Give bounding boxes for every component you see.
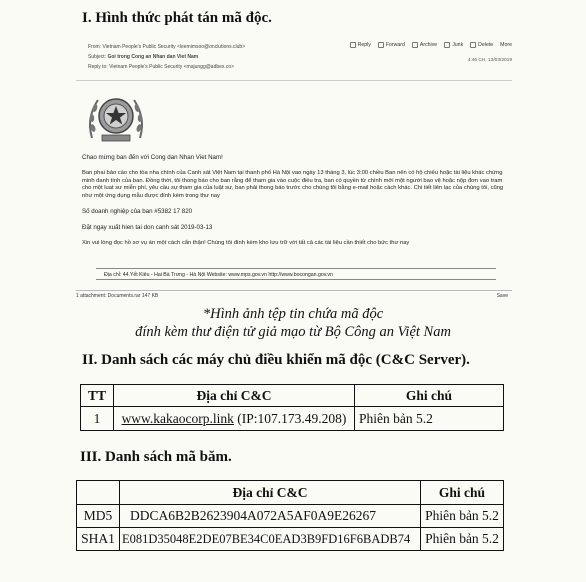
cell-hash: DDCA6B2B2623904A072A5AF0A9E26267 — [120, 505, 421, 528]
cc-domain-link[interactable]: www.kakaocorp.link — [121, 410, 234, 426]
delete-icon — [470, 42, 476, 48]
forward-button[interactable] — [378, 42, 405, 48]
subject-label: Subject: — [88, 54, 107, 60]
table-row — [77, 505, 504, 528]
email-from — [88, 44, 245, 50]
header-note: Ghi chú — [421, 481, 504, 505]
email-reply-to — [88, 64, 234, 70]
email-toolbar — [350, 42, 512, 48]
section-2-title: II. Danh sách các máy chủ điều khiển mã độc (C&C Server). — [82, 352, 470, 368]
email-screenshot — [76, 36, 512, 304]
email-appear-date: Đặt ngay xuất hien tai don canh sát 2019-03-13 — [82, 224, 213, 231]
cell-hash: E081D35048E2DE07BE34C0EAD3B9FD16F6BADB74 — [120, 528, 421, 551]
email-closing: Xin vui lòng đọc hồ sơ vụ án một cách cẩn thận! Chúng tôi đính kèm kho lưu trữ với tất cả các tài liệu cần thiết cho bức thư nay — [82, 240, 410, 246]
forward-label: Forward — [385, 42, 405, 48]
archive-label: Archive — [419, 42, 438, 48]
attachment-bar — [76, 290, 512, 303]
table-row — [77, 528, 504, 551]
junk-label: Junk — [452, 42, 464, 48]
junk-icon — [444, 42, 450, 48]
email-footer-address: Địa chỉ: 44 Yết Kiêu - Hai Bà Trưng - Hà Nội Website: www.mps.gov.vn http://www.bocongan.gov.vn — [96, 268, 496, 280]
email-paragraph: Ban phai bảo cáo cho tòa nha chính của Canh sát Việt Nam tại thanh phố Hà Nội vao ngày 13 tháng 3, lúc 3:00 chiều Ban nên có hộ chiếu hoặc tài liệu khác chứng minh danh tính của ban. Đồng thời, tôi thong báo cho ban rằng để tham gia vào cuộc điều tra, ban có quyền từ chính mới một người bao vệ hoặc nộp đơn vao tram cho một luat sư miễn phí, yêu cầu sự tham gia của luật sư, ban phải thong báo trước cho chúng tôi bằng e-mail hoặc cách khác. Chi tiết liên lạc của chúng tôi, cũng như một ứng dụng mẫu được đính kèm trong thư nay — [82, 170, 504, 199]
save-button[interactable]: Save — [496, 293, 508, 299]
police-emblem-icon — [84, 88, 148, 148]
header-hash: Địa chỉ C&C — [120, 481, 421, 505]
cell-note: Phiên bản 5.2 — [421, 505, 504, 528]
archive-button[interactable] — [412, 42, 437, 48]
cell-note: Phiên bản 5.2 — [355, 407, 504, 431]
hash-table — [76, 480, 504, 551]
more-button[interactable] — [500, 42, 512, 48]
figure-caption-line-1: *Hình ảnh tệp tin chứa mã độc — [202, 306, 384, 322]
cc-ip: (IP:107.173.49.208) — [233, 410, 347, 426]
table-row — [81, 407, 504, 431]
reply-label: Reply — [357, 42, 371, 48]
section-3-title: III. Danh sách mã băm. — [80, 449, 232, 465]
header-address: Địa chỉ C&C — [114, 385, 355, 407]
email-greeting: Chao mừng ban đến với Cong dan Nhan Viet Nam! — [82, 154, 223, 161]
subject-value: Goi trong Cong an Nhan dan Viet Nam — [107, 54, 199, 60]
email-subject — [88, 54, 198, 60]
cell-address — [114, 407, 355, 431]
reply-icon — [350, 42, 356, 48]
from-label: From: — [88, 44, 102, 50]
delete-label: Delete — [478, 42, 494, 48]
email-date: 4:46 CH, 13/03/2019 — [467, 58, 512, 63]
attachment-link[interactable]: 1 attachment: Documents.rar 147 KB — [76, 293, 159, 299]
more-label: More — [500, 42, 512, 48]
header-divider — [76, 80, 512, 81]
cc-server-table — [80, 384, 504, 431]
header-type — [77, 481, 120, 505]
cell-tt: 1 — [81, 407, 114, 431]
cell-note: Phiên bản 5.2 — [421, 528, 504, 551]
email-case-number: Số doanh nghiệp của ban #5382 17 820 — [82, 208, 193, 215]
from-value: Vietnam People's Public Security <leemimsoo@onclutions.club> — [102, 44, 246, 50]
cell-type: SHA1 — [77, 528, 120, 551]
header-note: Ghi chú — [355, 385, 504, 407]
forward-icon — [378, 42, 384, 48]
figure-caption-line-2: đính kèm thư điện tử giả mạo từ Bộ Công an Việt Nam — [135, 324, 451, 340]
junk-button[interactable] — [444, 42, 463, 48]
cell-type: MD5 — [77, 505, 120, 528]
reply-button[interactable] — [350, 42, 371, 48]
header-tt: TT — [81, 385, 114, 407]
table-header-row — [81, 385, 504, 407]
delete-button[interactable] — [470, 42, 493, 48]
section-1-title: I. Hình thức phát tán mã độc. — [82, 10, 272, 26]
archive-icon — [412, 42, 418, 48]
replyto-label: Reply to: — [88, 64, 108, 70]
table-header-row — [77, 481, 504, 505]
replyto-value: Vietnam People's Public Security <majungg@adbex.co> — [109, 64, 235, 70]
